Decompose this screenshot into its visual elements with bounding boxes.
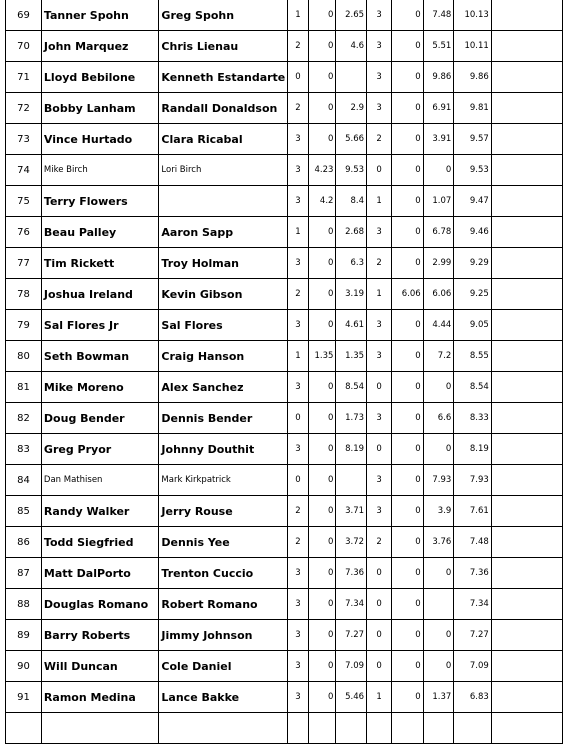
player-two-cell: Dennis Yee [159,527,288,558]
total-cell: 8.33 [454,403,492,434]
stat-cell: 3 [288,186,308,217]
rank-cell: 80 [6,341,42,372]
player-one-cell: Joshua Ireland [41,279,159,310]
rank-cell: 84 [6,465,42,496]
stat-cell: 3.19 [336,279,367,310]
rank-cell: 72 [6,93,42,124]
stat-cell: 0 [288,403,308,434]
rank-cell: 73 [6,124,42,155]
total-cell: 8.54 [454,372,492,403]
empty-cell [491,155,562,186]
player-two-cell: Lori Birch [159,155,288,186]
empty-cell [491,31,562,62]
rank-cell: 71 [6,62,42,93]
total-cell: 7.09 [454,651,492,682]
stat-cell: 1.35 [308,341,336,372]
player-one-cell: Doug Bender [41,403,159,434]
stat-cell: 8.54 [336,372,367,403]
player-two-cell: Johnny Douthit [159,434,288,465]
stat-cell: 7.2 [423,341,454,372]
table-row [6,186,563,217]
empty-cell [491,341,562,372]
stat-cell: 9.53 [336,155,367,186]
stat-cell: 3 [367,93,392,124]
total-cell: 6.83 [454,682,492,713]
stat-cell: 0 [367,434,392,465]
stat-cell: 7.93 [423,465,454,496]
player-two-cell: Robert Romano [159,589,288,620]
stat-cell: 2 [367,527,392,558]
stat-cell: 6.6 [423,403,454,434]
empty-cell [491,620,562,651]
stat-cell: 3 [367,341,392,372]
table-row [6,496,563,527]
player-two-cell: Kevin Gibson [159,279,288,310]
total-cell: 9.86 [454,62,492,93]
stat-cell: 0 [367,620,392,651]
player-one-cell: Lloyd Bebilone [41,62,159,93]
stat-cell: 0 [288,62,308,93]
stat-cell: 2 [288,496,308,527]
table-row [6,403,563,434]
stat-cell: 3 [367,465,392,496]
stat-cell: 1.37 [423,682,454,713]
empty-cell [491,62,562,93]
stat-cell: 0 [392,620,424,651]
total-cell: 9.53 [454,155,492,186]
player-one-cell: Mike Birch [41,155,159,186]
player-one-cell: Matt DalPorto [41,558,159,589]
stat-cell [336,713,367,744]
player-two-cell: Jimmy Johnson [159,620,288,651]
stat-cell: 0 [423,651,454,682]
stat-cell: 0 [392,310,424,341]
stat-cell: 0 [423,434,454,465]
stat-cell: 0 [308,589,336,620]
stat-cell: 0 [392,682,424,713]
total-cell: 10.13 [454,0,492,31]
table-row [6,527,563,558]
player-two-cell: Greg Spohn [159,0,288,31]
player-one-cell: Mike Moreno [41,372,159,403]
stat-cell: 3.76 [423,527,454,558]
stat-cell: 0 [308,310,336,341]
total-cell [454,713,492,744]
stat-cell: 7.27 [336,620,367,651]
stat-cell: 0 [392,186,424,217]
rank-cell: 74 [6,155,42,186]
player-two-cell: Aaron Sapp [159,217,288,248]
stat-cell: 0 [392,496,424,527]
empty-cell [491,403,562,434]
stat-cell: 0 [308,465,336,496]
table-row [6,124,563,155]
player-two-cell: Troy Holman [159,248,288,279]
stat-cell: 3 [367,0,392,31]
stat-cell: 0 [392,31,424,62]
stat-cell: 7.48 [423,0,454,31]
total-cell: 8.55 [454,341,492,372]
player-one-cell: Tanner Spohn [41,0,159,31]
stat-cell: 3.72 [336,527,367,558]
player-two-cell: Cole Daniel [159,651,288,682]
player-two-cell: Jerry Rouse [159,496,288,527]
stat-cell: 0 [367,155,392,186]
empty-cell [491,465,562,496]
stat-cell: 1 [288,0,308,31]
player-two-cell: Craig Hanson [159,341,288,372]
stat-cell: 0 [308,558,336,589]
table-row [6,341,563,372]
stat-cell: 7.09 [336,651,367,682]
stat-cell: 4.61 [336,310,367,341]
player-two-cell: Mark Kirkpatrick [159,465,288,496]
stat-cell: 6.06 [423,279,454,310]
stat-cell: 3 [367,31,392,62]
stat-cell: 3 [367,403,392,434]
player-two-cell: Chris Lienau [159,31,288,62]
player-two-cell [159,186,288,217]
stat-cell: 3 [288,310,308,341]
total-cell: 7.36 [454,558,492,589]
empty-cell [491,558,562,589]
table-row [6,0,563,31]
stat-cell: 3 [367,496,392,527]
stat-cell: 5.66 [336,124,367,155]
stat-cell: 0 [392,465,424,496]
stat-cell: 3 [288,155,308,186]
stat-cell: 0 [392,558,424,589]
stat-cell: 3.91 [423,124,454,155]
empty-cell [491,589,562,620]
rank-cell: 88 [6,589,42,620]
stat-cell: 3 [288,682,308,713]
stat-cell: 0 [392,217,424,248]
stat-cell: 1.35 [336,341,367,372]
total-cell: 7.27 [454,620,492,651]
stat-cell: 1 [288,217,308,248]
empty-cell [491,651,562,682]
stat-cell [336,465,367,496]
stat-cell: 6.91 [423,93,454,124]
stat-cell: 6.78 [423,217,454,248]
player-one-cell: Bobby Lanham [41,93,159,124]
empty-cell [491,310,562,341]
rank-cell: 83 [6,434,42,465]
stat-cell: 0 [392,124,424,155]
table-row [6,248,563,279]
stat-cell [423,589,454,620]
stat-cell: 0 [367,372,392,403]
table-row [6,31,563,62]
stat-cell: 0 [308,31,336,62]
player-two-cell: Clara Ricabal [159,124,288,155]
empty-cell [491,248,562,279]
stat-cell: 0 [308,527,336,558]
stat-cell: 0 [308,620,336,651]
table-row [6,217,563,248]
total-cell: 9.25 [454,279,492,310]
stat-cell: 3 [288,620,308,651]
table-row [6,62,563,93]
stat-cell: 6.06 [392,279,424,310]
rank-cell: 90 [6,651,42,682]
stat-cell: 0 [308,248,336,279]
player-two-cell: Randall Donaldson [159,93,288,124]
table-row [6,434,563,465]
stat-cell: 3 [367,310,392,341]
player-one-cell: Greg Pryor [41,434,159,465]
stat-cell: 3 [367,217,392,248]
stat-cell: 0 [308,217,336,248]
rank-cell: 75 [6,186,42,217]
stat-cell: 4.44 [423,310,454,341]
total-cell: 7.34 [454,589,492,620]
rank-cell: 86 [6,527,42,558]
table-row [6,155,563,186]
rank-cell: 85 [6,496,42,527]
stat-cell: 4.23 [308,155,336,186]
stat-cell: 9.86 [423,62,454,93]
player-one-cell: Sal Flores Jr [41,310,159,341]
rank-cell: 78 [6,279,42,310]
stat-cell: 2.99 [423,248,454,279]
player-one-cell: John Marquez [41,31,159,62]
stat-cell: 2 [367,248,392,279]
empty-cell [491,713,562,744]
stat-cell: 3 [288,558,308,589]
total-cell: 9.46 [454,217,492,248]
stat-cell: 2.9 [336,93,367,124]
stat-cell: 2.68 [336,217,367,248]
stat-cell: 0 [308,0,336,31]
stat-cell: 2 [288,527,308,558]
stat-cell: 3 [288,589,308,620]
total-cell: 9.57 [454,124,492,155]
stat-cell: 0 [392,403,424,434]
stat-cell [392,713,424,744]
stat-cell: 0 [392,372,424,403]
stat-cell: 5.51 [423,31,454,62]
stat-cell: 0 [423,155,454,186]
player-one-cell [41,713,159,744]
stat-cell: 8.19 [336,434,367,465]
stat-cell: 2 [288,279,308,310]
total-cell: 7.48 [454,527,492,558]
empty-cell [491,0,562,31]
stat-cell: 3 [288,124,308,155]
player-one-cell: Seth Bowman [41,341,159,372]
stat-cell: 0 [423,372,454,403]
stat-cell: 0 [392,527,424,558]
empty-cell [491,434,562,465]
empty-cell [491,496,562,527]
stat-cell [336,62,367,93]
rank-cell: 81 [6,372,42,403]
stat-cell [288,713,308,744]
stat-cell: 8.4 [336,186,367,217]
stat-cell: 3 [288,248,308,279]
total-cell: 7.61 [454,496,492,527]
stat-cell: 5.46 [336,682,367,713]
stat-cell: 2 [367,124,392,155]
total-cell: 8.19 [454,434,492,465]
stat-cell: 1 [367,186,392,217]
player-two-cell [159,713,288,744]
stat-cell: 0 [392,93,424,124]
stat-cell: 0 [392,248,424,279]
total-cell: 9.47 [454,186,492,217]
player-one-cell: Randy Walker [41,496,159,527]
total-cell: 9.29 [454,248,492,279]
stat-cell: 0 [392,62,424,93]
player-two-cell: Sal Flores [159,310,288,341]
rank-cell: 69 [6,0,42,31]
stat-cell: 1 [367,682,392,713]
stat-cell: 0 [367,651,392,682]
stat-cell [367,713,392,744]
stat-cell: 7.34 [336,589,367,620]
table-row [6,558,563,589]
player-two-cell: Alex Sanchez [159,372,288,403]
stat-cell: 7.36 [336,558,367,589]
stat-cell: 0 [308,62,336,93]
player-one-cell: Barry Roberts [41,620,159,651]
player-two-cell: Trenton Cuccio [159,558,288,589]
rank-cell [6,713,42,744]
player-one-cell: Will Duncan [41,651,159,682]
stat-cell: 1.07 [423,186,454,217]
table-row [6,93,563,124]
empty-cell [491,279,562,310]
stat-cell: 0 [423,620,454,651]
stat-cell: 0 [423,558,454,589]
player-one-cell: Vince Hurtado [41,124,159,155]
total-cell: 9.81 [454,93,492,124]
stat-cell: 0 [308,496,336,527]
stat-cell: 2.65 [336,0,367,31]
player-two-cell: Kenneth Estandarte [159,62,288,93]
stat-cell: 0 [308,124,336,155]
empty-cell [491,93,562,124]
stat-cell [423,713,454,744]
stat-cell: 0 [308,93,336,124]
table-row [6,465,563,496]
stat-cell: 1 [288,341,308,372]
stat-cell: 0 [392,589,424,620]
empty-cell [491,372,562,403]
player-one-cell: Terry Flowers [41,186,159,217]
stat-cell: 0 [308,372,336,403]
table-row [6,651,563,682]
stat-cell [308,713,336,744]
player-one-cell: Dan Mathisen [41,465,159,496]
rank-cell: 77 [6,248,42,279]
rank-cell: 87 [6,558,42,589]
stat-cell: 3.9 [423,496,454,527]
stat-cell: 1 [367,279,392,310]
stat-cell: 0 [392,434,424,465]
player-one-cell: Todd Siegfried [41,527,159,558]
stat-cell: 0 [367,589,392,620]
stat-cell: 4.2 [308,186,336,217]
player-one-cell: Douglas Romano [41,589,159,620]
stat-cell: 6.3 [336,248,367,279]
table-row [6,620,563,651]
player-two-cell: Lance Bakke [159,682,288,713]
stat-cell: 3 [288,372,308,403]
stat-cell: 0 [308,403,336,434]
stat-cell: 0 [392,0,424,31]
table-row [6,713,563,744]
stat-cell: 0 [308,682,336,713]
empty-cell [491,217,562,248]
rank-cell: 89 [6,620,42,651]
stat-cell: 2 [288,93,308,124]
stat-cell: 0 [392,341,424,372]
stat-cell: 0 [308,434,336,465]
empty-cell [491,682,562,713]
player-one-cell: Tim Rickett [41,248,159,279]
empty-cell [491,124,562,155]
total-cell: 10.11 [454,31,492,62]
rank-cell: 82 [6,403,42,434]
table-row [6,279,563,310]
stat-cell: 3 [288,434,308,465]
stat-cell: 1.73 [336,403,367,434]
stat-cell: 0 [367,558,392,589]
player-one-cell: Beau Palley [41,217,159,248]
empty-cell [491,527,562,558]
stat-cell: 2 [288,31,308,62]
stat-cell: 3 [288,651,308,682]
stat-cell: 0 [288,465,308,496]
table-row [6,310,563,341]
rank-cell: 76 [6,217,42,248]
rank-cell: 91 [6,682,42,713]
stat-cell: 0 [392,651,424,682]
player-one-cell: Ramon Medina [41,682,159,713]
table-row [6,682,563,713]
empty-cell [491,186,562,217]
stat-cell: 0 [392,155,424,186]
table-row [6,589,563,620]
total-cell: 7.93 [454,465,492,496]
player-two-cell: Dennis Bender [159,403,288,434]
rank-cell: 79 [6,310,42,341]
stat-cell: 0 [308,651,336,682]
table-row [6,372,563,403]
stat-cell: 3.71 [336,496,367,527]
stat-cell: 4.6 [336,31,367,62]
rank-cell: 70 [6,31,42,62]
results-table [5,0,563,744]
stat-cell: 3 [367,62,392,93]
stat-cell: 0 [308,279,336,310]
total-cell: 9.05 [454,310,492,341]
